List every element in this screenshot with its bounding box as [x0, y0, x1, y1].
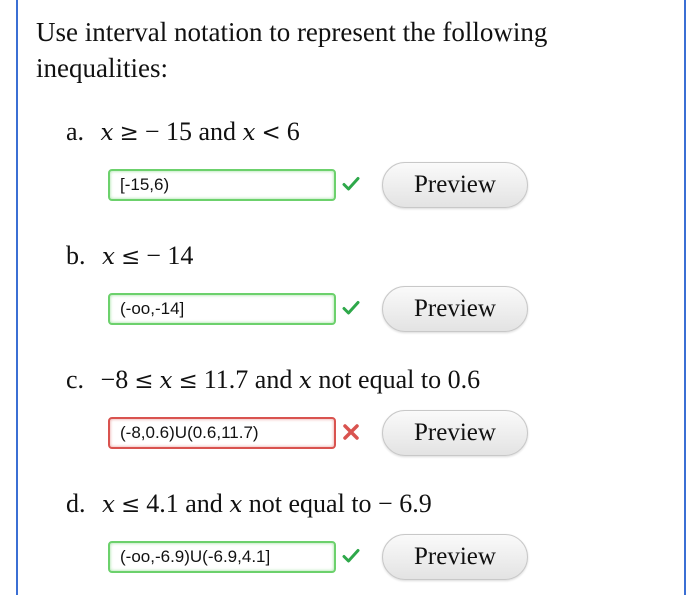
math-variable: x	[102, 492, 115, 518]
answer-row	[66, 286, 666, 336]
problem-a	[66, 116, 666, 212]
prompt-text: 11.7 and	[203, 365, 299, 394]
math-variable: x	[298, 368, 312, 394]
answer-input-d[interactable]	[108, 541, 336, 573]
preview-button-a[interactable]: Preview	[382, 162, 528, 208]
math-variable: x	[159, 368, 173, 394]
x-mark-icon	[342, 423, 360, 441]
problem-b	[66, 240, 666, 336]
preview-button-c[interactable]: Preview	[382, 410, 528, 456]
math-variable: x	[242, 120, 256, 146]
answer-input-b[interactable]	[108, 293, 336, 325]
math-operator: ≤	[120, 492, 141, 518]
prompt-text: − 14	[146, 241, 194, 270]
answer-input-c[interactable]	[108, 417, 336, 449]
problem-d	[66, 488, 666, 584]
math-operator: ≥	[119, 120, 139, 146]
problem-letter: a.	[66, 117, 85, 146]
answer-row	[66, 162, 666, 212]
problem-c	[66, 364, 666, 460]
preview-button-d[interactable]: Preview	[382, 534, 528, 580]
problem-prompt	[66, 488, 666, 520]
prompt-text: not equal to − 6.9	[242, 489, 432, 518]
problem-letter: c.	[66, 365, 85, 394]
math-operator: ≤	[120, 244, 141, 270]
math-variable: x	[100, 120, 114, 146]
prompt-text: 4.1 and	[146, 489, 230, 518]
answer-input-a[interactable]	[108, 169, 336, 201]
answer-row	[66, 534, 666, 584]
prompt-text: − 15 and	[144, 117, 243, 146]
preview-button-b[interactable]: Preview	[382, 286, 528, 332]
math-variable: x	[102, 244, 115, 270]
math-operator: ≤	[134, 368, 154, 394]
prompt-text: 6	[286, 117, 300, 146]
math-operator: <	[261, 120, 281, 146]
math-operator: ≤	[178, 368, 198, 394]
problem-prompt	[66, 116, 666, 148]
prompt-text: not equal to 0.6	[311, 365, 481, 394]
checkmark-icon	[342, 547, 360, 565]
answer-row	[66, 410, 666, 460]
prompt-text: −8	[100, 365, 129, 394]
math-variable: x	[229, 492, 243, 518]
problem-prompt	[66, 240, 666, 272]
problem-letter: d.	[66, 489, 86, 518]
problem-prompt	[66, 364, 666, 396]
instruction-text: Use interval notation to represent the following inequalities:	[36, 17, 548, 83]
problem-letter: b.	[66, 241, 86, 270]
checkmark-icon	[342, 299, 360, 317]
checkmark-icon	[342, 175, 360, 193]
